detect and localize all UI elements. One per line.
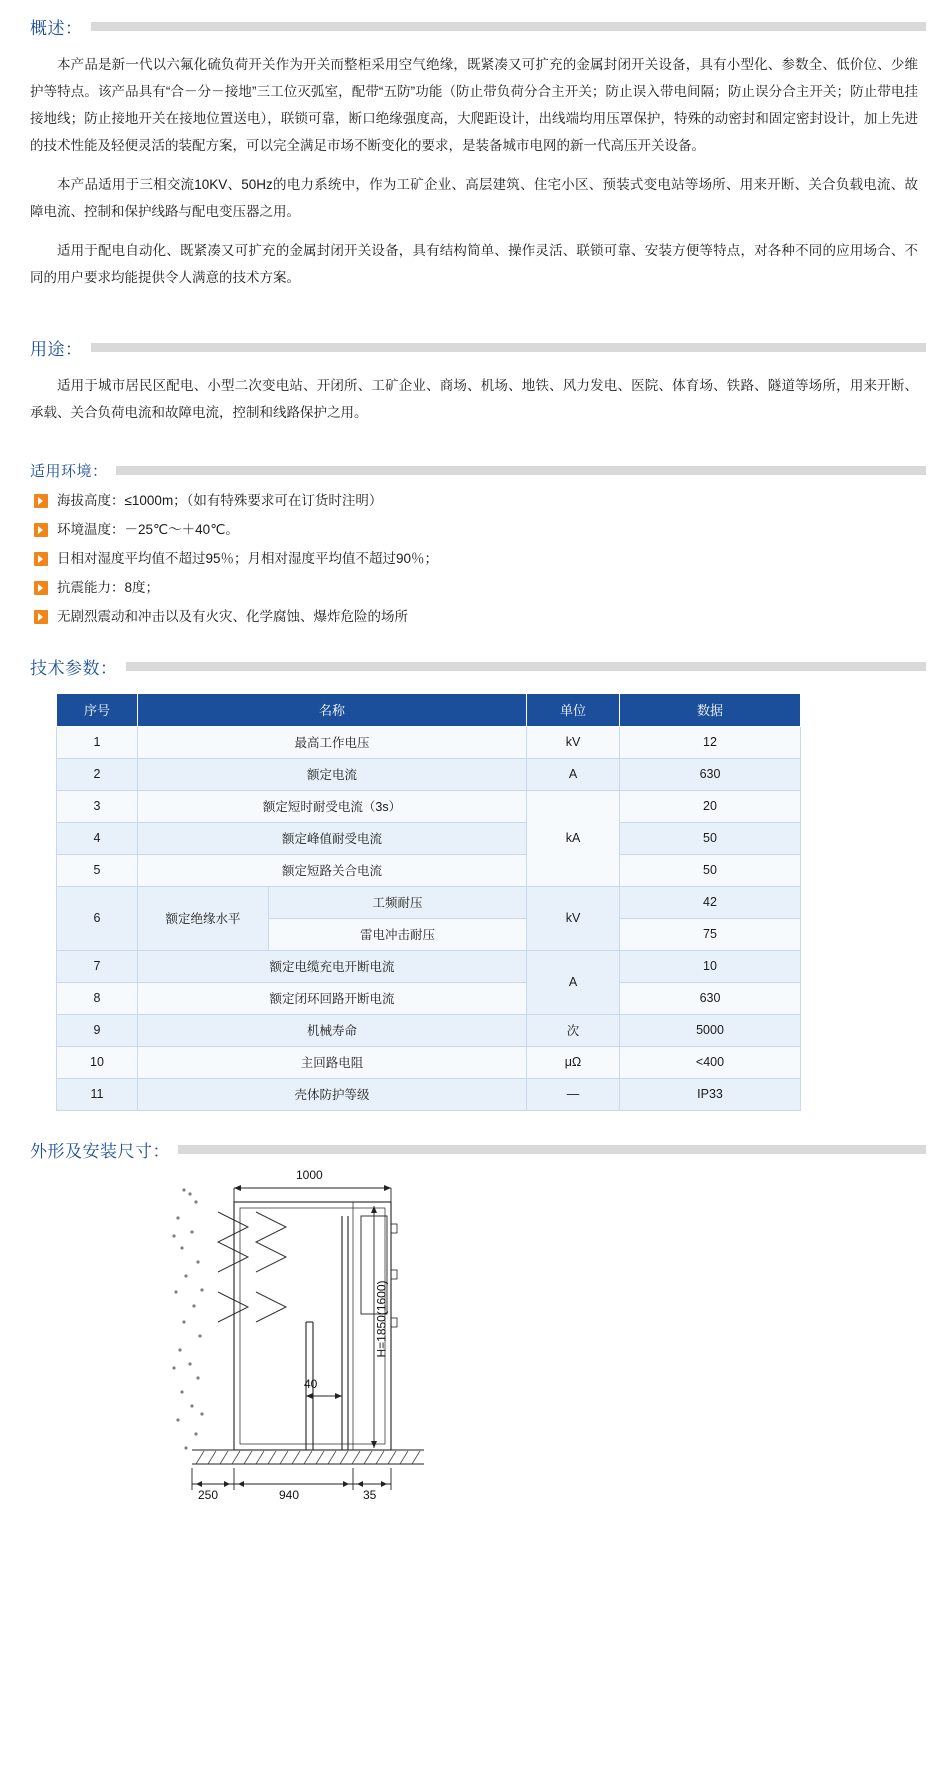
cell-unit: — [527, 1078, 620, 1110]
cell-data: <400 [620, 1046, 801, 1078]
table-row [57, 950, 801, 982]
dimension-label-base-left: 250 [198, 1487, 219, 1502]
cell-no: 5 [57, 854, 138, 886]
cell-unit: A [527, 758, 620, 790]
col-header-data: 数据 [620, 693, 801, 726]
col-header-name: 名称 [138, 693, 527, 726]
list-item [34, 549, 922, 570]
cell-data: 75 [620, 918, 801, 950]
heading-rule [91, 343, 927, 352]
cell-data: 5000 [620, 1014, 801, 1046]
table-row [57, 822, 801, 854]
cell-no: 1 [57, 726, 138, 758]
dimension-label-top-width: 1000 [296, 1167, 323, 1182]
cell-data: 20 [620, 790, 801, 822]
cell-no: 11 [57, 1078, 138, 1110]
dimension-label-height: H=1850(1600) [374, 1280, 389, 1358]
cell-group-name: 额定绝缘水平 [138, 886, 269, 950]
section-heading-environment [0, 460, 952, 481]
list-item-label: 无剧烈震动和冲击以及有火灾、化学腐蚀、爆炸危险的场所 [57, 608, 408, 624]
list-item [34, 491, 922, 512]
dimension-label-base-mid: 940 [279, 1487, 300, 1502]
arrow-bullet-icon [34, 581, 48, 595]
cell-data: 630 [620, 982, 801, 1014]
section-title-environment: 适用环境： [30, 463, 108, 480]
cell-no: 2 [57, 758, 138, 790]
cell-name: 额定闭环回路开断电流 [138, 982, 527, 1014]
col-header-no: 序号 [57, 693, 138, 726]
cell-data: 50 [620, 822, 801, 854]
cell-unit: A [527, 950, 620, 1014]
cell-unit: μΩ [527, 1046, 620, 1078]
product-datasheet-page [0, 14, 952, 1528]
spec-table-wrapper [0, 679, 952, 1111]
cell-data: 50 [620, 854, 801, 886]
section-title-usage: 用途： [30, 340, 83, 359]
cell-name: 额定电流 [138, 758, 527, 790]
cell-data: 630 [620, 758, 801, 790]
cell-data: IP33 [620, 1078, 801, 1110]
table-row [57, 726, 801, 758]
cell-name: 最高工作电压 [138, 726, 527, 758]
table-row [57, 1014, 801, 1046]
list-item-label: 环境温度：－25℃～＋40℃。 [57, 521, 239, 537]
dimension-drawing-wrapper [0, 1162, 952, 1528]
heading-rule [116, 466, 926, 475]
cell-no: 10 [57, 1046, 138, 1078]
list-item-label: 海拔高度：≤1000m；（如有特殊要求可在订货时注明） [57, 493, 383, 508]
cell-name: 额定短路关合电流 [138, 854, 527, 886]
col-header-unit: 单位 [527, 693, 620, 726]
section-heading-overview [0, 14, 952, 39]
table-header-row [57, 693, 801, 726]
arrow-bullet-icon [34, 552, 48, 566]
cell-data: 12 [620, 726, 801, 758]
heading-rule [126, 662, 927, 671]
overview-body [0, 51, 952, 291]
table-row [57, 854, 801, 886]
heading-rule [178, 1145, 926, 1154]
section-title-overview: 概述： [30, 19, 83, 38]
arrow-bullet-icon [34, 610, 48, 624]
cell-no: 9 [57, 1014, 138, 1046]
list-item-label: 抗震能力：8度； [57, 579, 160, 595]
overview-paragraph-1: 本产品是新一代以六氟化硫负荷开关作为开关而整柜采用空气绝缘，既紧凑又可扩充的金属封闭开关设备，具有小型化、参数全、低价位、少维护等特点。该产品具有“合－分－接地”三工位灭弧室，配带“五防”功能（防止带负荷分合主开关；防止误入带电间隔；防止误分合主开关；防止带电挂接地线；防止接地开关在接地位置送电），联锁可靠，断口绝缘强度高，大爬距设计，出线端均用压罩保护，特殊的动密封和固定密封设计，加上先进的技术性能及轻便灵活的装配方案，可以完全满足市场不断变化的要求，是装备城市电网的新一代高压开关设备。 [30, 57, 918, 153]
cell-no: 6 [57, 886, 138, 950]
dimension-label-depth: 40 [304, 1376, 318, 1391]
cell-name: 机械寿命 [138, 1014, 527, 1046]
cell-unit: 次 [527, 1014, 620, 1046]
cell-no: 7 [57, 950, 138, 982]
environment-list [0, 491, 952, 628]
usage-body [0, 372, 952, 426]
cell-no: 3 [57, 790, 138, 822]
section-title-dimensions: 外形及安装尺寸： [30, 1141, 170, 1161]
dimension-label-base-right: 35 [363, 1487, 377, 1502]
cell-name: 壳体防护等级 [138, 1078, 527, 1110]
overview-paragraph-2: 本产品适用于三相交流10KV、50Hz的电力系统中，作为工矿企业、高层建筑、住宅小区、预装式变电站等场所、用来开断、关合负载电流、故障电流、控制和保护线路与配电变压器之用。 [30, 177, 918, 219]
table-row [57, 1046, 801, 1078]
arrow-bullet-icon [34, 494, 48, 508]
cell-sub-name: 雷电冲击耐压 [269, 918, 527, 950]
overview-paragraph-3: 适用于配电自动化、既紧凑又可扩充的金属封闭开关设备，具有结构简单、操作灵活、联锁可靠、安装方便等特点，对各种不同的应用场合、不同的用户要求均能提供令人满意的技术方案。 [30, 243, 918, 285]
cell-no: 8 [57, 982, 138, 1014]
table-row [57, 790, 801, 822]
spec-table [56, 693, 801, 1111]
cell-unit: kA [527, 790, 620, 886]
heading-rule [91, 22, 927, 31]
cell-name: 额定峰值耐受电流 [138, 822, 527, 854]
usage-paragraph-1: 适用于城市居民区配电、小型二次变电站、开闭所、工矿企业、商场、机场、地铁、风力发电、医院、体育场、铁路、隧道等场所，用来开断、承载、关合负荷电流和故障电流，控制和线路保护之用。 [30, 378, 918, 420]
cell-data: 10 [620, 950, 801, 982]
section-heading-dimensions [0, 1137, 952, 1162]
list-item [34, 607, 922, 628]
table-row [57, 1078, 801, 1110]
cell-no: 4 [57, 822, 138, 854]
list-item [34, 520, 922, 541]
section-heading-specs [0, 654, 952, 679]
table-row [57, 982, 801, 1014]
cell-unit: kV [527, 726, 620, 758]
list-item-label: 日相对湿度平均值不超过95％；月相对湿度平均值不超过90％； [57, 550, 439, 566]
cell-data: 42 [620, 886, 801, 918]
table-row [57, 886, 801, 918]
cell-name: 主回路电阻 [138, 1046, 527, 1078]
cell-name: 额定短时耐受电流（3s） [138, 790, 527, 822]
section-heading-usage [0, 335, 952, 360]
dimension-drawing [156, 1167, 796, 1502]
cabinet-outline-drawing [156, 1172, 796, 1502]
cell-sub-name: 工频耐压 [269, 886, 527, 918]
cell-unit: kV [527, 886, 620, 950]
table-row [57, 758, 801, 790]
list-item [34, 578, 922, 599]
section-title-specs: 技术参数： [30, 658, 118, 678]
cell-name: 额定电缆充电开断电流 [138, 950, 527, 982]
arrow-bullet-icon [34, 523, 48, 537]
